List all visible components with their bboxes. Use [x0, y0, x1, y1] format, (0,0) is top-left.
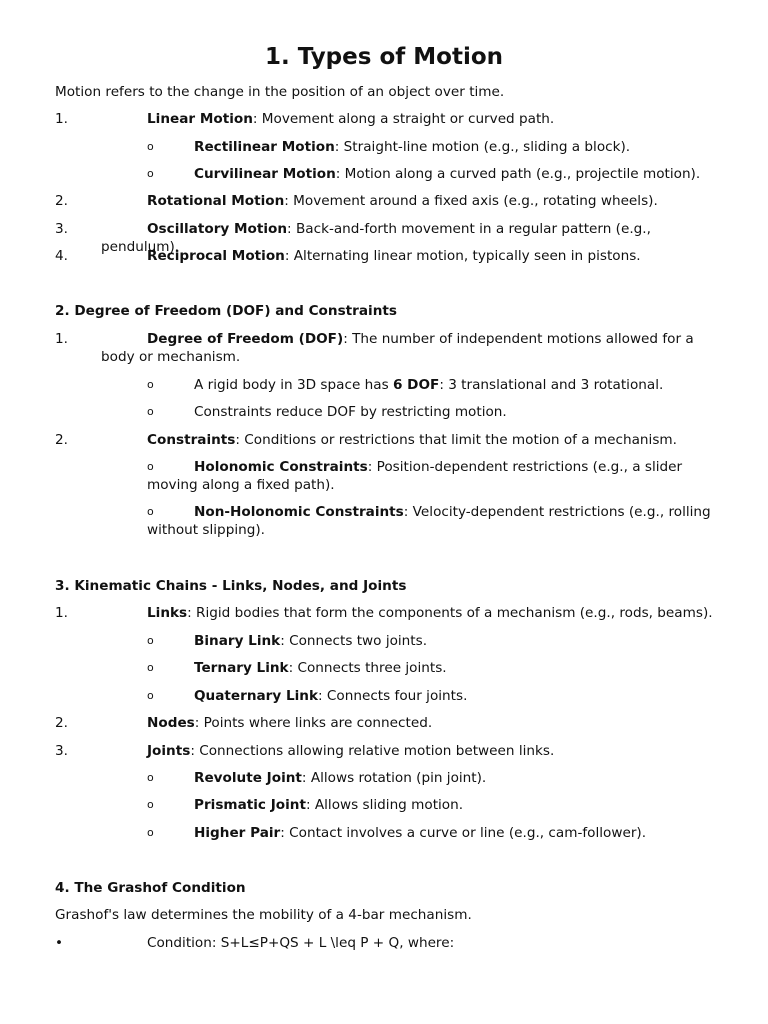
- page-title: 1. Types of Motion: [264, 44, 504, 70]
- list-item-curvilinear-motion: o Curvilinear Motion: Motion along a curved path (e.g., projectile motion).: [147, 166, 701, 182]
- list-item-higher-pair: o Higher Pair: Contact involves a curve or line (e.g., cam-follower).: [147, 825, 647, 841]
- intro-paragraph: Motion refers to the change in the position of an object over time.: [55, 84, 505, 100]
- list-item-linear-motion: 1. Linear Motion: Movement along a straight or curved path.: [55, 111, 555, 127]
- section-heading-dof: 2. Degree of Freedom (DOF) and Constraints: [55, 303, 397, 319]
- list-item-rotational-motion: 2. Rotational Motion: Movement around a fixed axis (e.g., rotating wheels).: [55, 193, 658, 209]
- list-item-rigid-body: o A rigid body in 3D space has 6 DOF: 3 translational and 3 rotational.: [147, 377, 664, 393]
- list-item-holonomic: o Holonomic Constraints: Position-dependent restrictions (e.g., a slider moving along a fixed path).: [147, 459, 683, 493]
- list-item-reciprocal-motion: 4. Reciprocal Motion: Alternating linear motion, typically seen in pistons.: [55, 248, 641, 264]
- list-item-dof: 1. Degree of Freedom (DOF): The number of independent motions allowed for a body or mechanism.: [55, 331, 694, 365]
- list-item-grashof-condition: • Condition: S+L≤P+QS + L \leq P + Q, where:: [55, 935, 455, 951]
- section-heading-kinematic-chains: 3. Kinematic Chains - Links, Nodes, and Joints: [55, 578, 407, 594]
- list-item-oscillatory-motion: 3. Oscillatory Motion: Back-and-forth movement in a regular pattern (e.g., pendulum).: [55, 221, 651, 255]
- list-item-binary-link: o Binary Link: Connects two joints.: [147, 633, 428, 649]
- list-item-revolute-joint: o Revolute Joint: Allows rotation (pin joint).: [147, 770, 487, 786]
- list-item-links: 1. Links: Rigid bodies that form the components of a mechanism (e.g., rods, beams).: [55, 605, 713, 621]
- list-item-prismatic-joint: o Prismatic Joint: Allows sliding motion.: [147, 797, 464, 813]
- list-item-constraints-reduce: o Constraints reduce DOF by restricting motion.: [147, 404, 507, 420]
- section-heading-grashof: 4. The Grashof Condition: [55, 880, 246, 896]
- list-item-quaternary-link: o Quaternary Link: Connects four joints.: [147, 688, 468, 704]
- list-item-constraints: 2. Constraints: Conditions or restrictions that limit the motion of a mechanism.: [55, 432, 677, 448]
- list-item-nodes: 2. Nodes: Points where links are connected.: [55, 715, 433, 731]
- grashof-intro: Grashof's law determines the mobility of a 4-bar mechanism.: [55, 907, 472, 923]
- list-item-rectilinear-motion: o Rectilinear Motion: Straight-line motion (e.g., sliding a block).: [147, 139, 631, 155]
- list-item-joints: 3. Joints: Connections allowing relative motion between links.: [55, 743, 555, 759]
- list-item-non-holonomic: o Non-Holonomic Constraints: Velocity-dependent restrictions (e.g., rolling without slipping).: [147, 504, 711, 538]
- list-item-ternary-link: o Ternary Link: Connects three joints.: [147, 660, 447, 676]
